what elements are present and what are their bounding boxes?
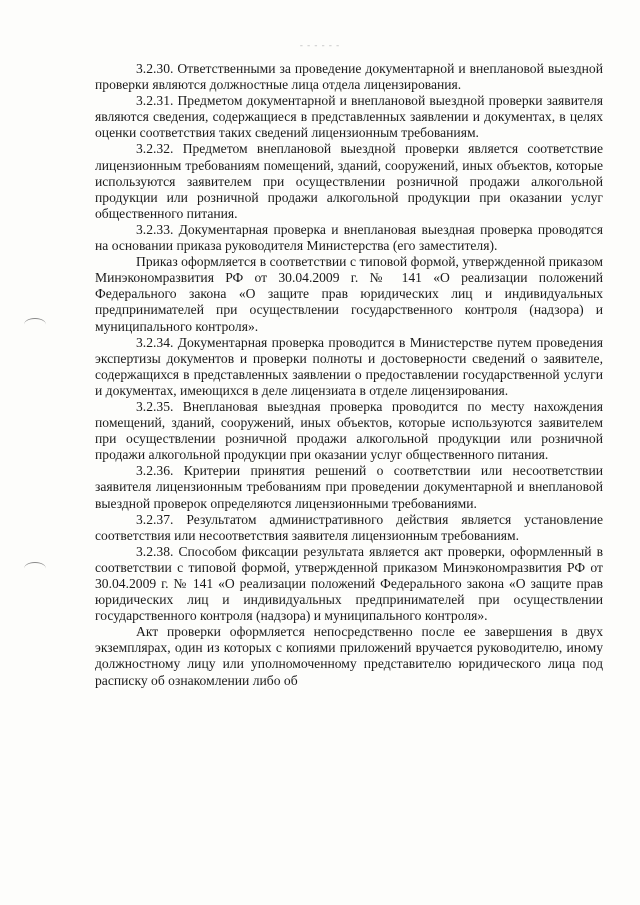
- punch-hole-mark: [24, 318, 46, 331]
- document-body: [95, 61, 603, 689]
- paragraph-order-form: Приказ оформляется в соответствии с типовой формой, утвержденной приказом Минэкономразвития РФ от 30.04.2009 г. № 141 «О реализации положений Федерального закона «О защите прав юридических лиц и индивидуальных предпринимателей при осуществлении государственного контроля (надзора) и муниципального контроля».: [95, 254, 603, 334]
- paragraph-inspection-act: Акт проверки оформляется непосредственно после ее завершения в двух экземплярах, один из которых с копиями приложений вручается руководителю, иному должностному лицу или уполномоченному представителю юридического лица под расписку об ознакомлении либо об: [95, 624, 603, 688]
- paragraph-3-2-30: 3.2.30. Ответственными за проведение документарной и внеплановой выездной проверки являются должностные лица отдела лицензирования.: [95, 61, 603, 93]
- paragraph-3-2-36: 3.2.36. Критерии принятия решений о соответствии или несоответствии заявителя лицензионным требованиям при проведении документарной и внеплановой выездной проверок определяются лицензионными требованиями.: [95, 463, 603, 511]
- paragraph-3-2-38: 3.2.38. Способом фиксации результата является акт проверки, оформленный в соответствии с типовой формой, утвержденной приказом Минэкономразвития РФ от 30.04.2009 г. № 141 «О реализации положений Федерального закона «О защите прав юридических лиц и индивидуальных предпринимателей при осуществлении государственного контроля (надзора) и муниципального контроля».: [95, 543, 603, 624]
- paragraph-3-2-35: 3.2.35. Внеплановая выездная проверка проводится по месту нахождения помещений, зданий, сооружений, иных объектов, которые используются заявителем при осуществлении розничной продажи алкогольной продукции или розничной продажи алкогольной продукции при оказании услуг общественного питания.: [95, 398, 603, 463]
- paragraph-3-2-34: 3.2.34. Документарная проверка проводится в Министерстве путем проведения экспертизы документов и проверки полноты и достоверности сведений о заявителе, содержащихся в представленных заявлении о предоставлении государственной услуги и документах, имеющихся в деле лицензиата в отделе лицензирования.: [95, 334, 603, 398]
- page-header-mark: - - - - - -: [299, 40, 341, 50]
- paragraph-3-2-33: 3.2.33. Документарная проверка и внеплановая выездная проверка проводятся на основании приказа руководителя Министерства (его заместителя).: [95, 221, 603, 254]
- paragraph-3-2-37: 3.2.37. Результатом административного действия является установление соответствия или несоответствия заявителя лицензионным требованиям.: [95, 511, 603, 543]
- paragraph-3-2-31: 3.2.31. Предметом документарной и внеплановой выездной проверки заявителя являются сведения, содержащиеся в представленных заявлении и документах, в целях оценки соответствия таких сведений лицензионным требованиям.: [95, 93, 603, 141]
- punch-hole-mark: [24, 562, 46, 575]
- paragraph-3-2-32: 3.2.32. Предметом внеплановой выездной проверки является соответствие лицензионным требованиям помещений, зданий, сооружений, иных объектов, которые используются заявителем при осуществлении розничной продажи алкогольной продукции или розничной продажи алкогольной продукции при оказании услуг общественного питания.: [95, 141, 603, 221]
